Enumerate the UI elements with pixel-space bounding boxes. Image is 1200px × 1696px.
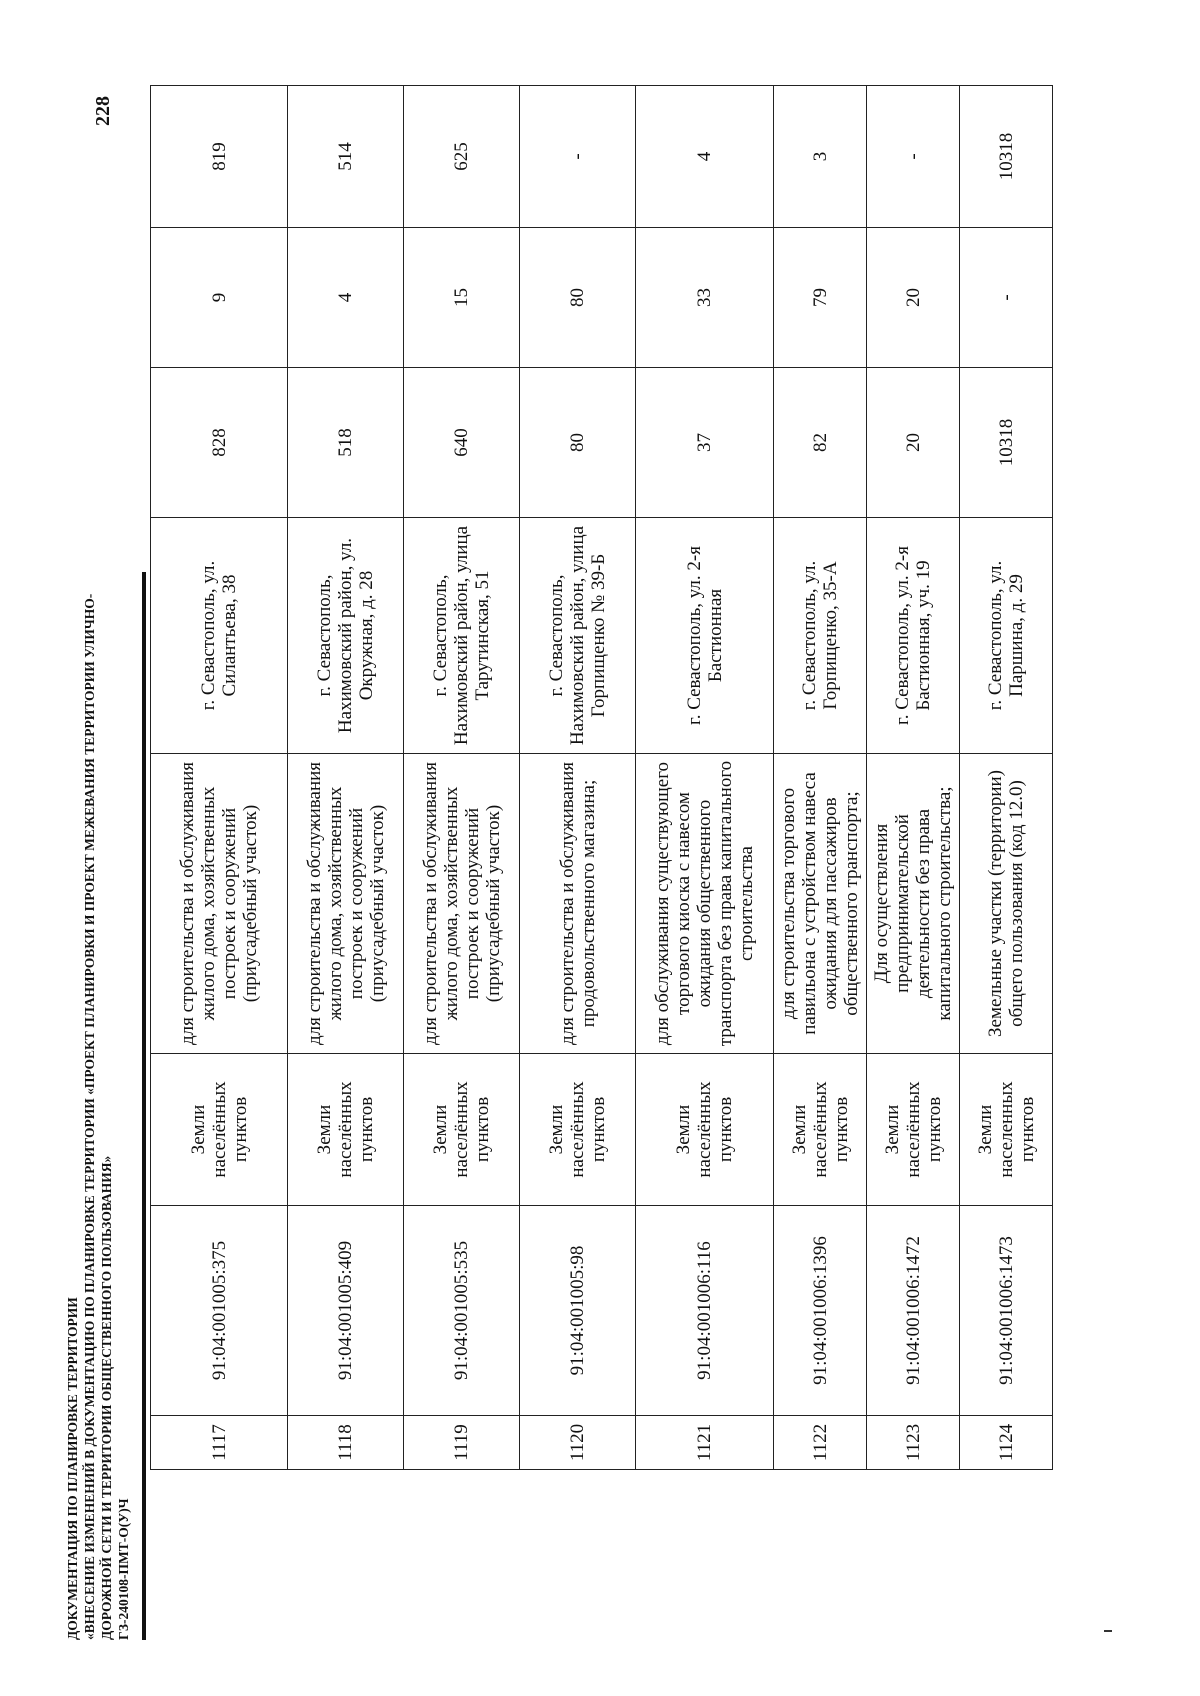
address-cell: г. Севастополь, ул. Горпищенко, 35-А [774,518,867,754]
cadastral-number-cell: 91:04:001006:1473 [960,1206,1053,1416]
cadastral-number-cell: 91:04:001005:375 [151,1206,288,1416]
header-rule [142,572,146,1640]
address-cell: г. Севастополь, ул. 2-я Бастионная [636,518,774,754]
area-cell: 82 [774,368,867,518]
remaining-area-cell: 4 [636,86,774,228]
permitted-use-cell: для строительства торгового павильона с устройством навеса ожидания для пассажиров общественного транспорта; [774,754,867,1054]
area-cell: 828 [151,368,288,518]
area-difference-cell: 33 [636,228,774,368]
area-difference-cell: 79 [774,228,867,368]
remaining-area-cell: 10318 [960,86,1053,228]
land-category-cell: Земли населённых пунктов [151,1054,288,1206]
row-number-cell: 1119 [404,1416,520,1470]
remaining-area-cell: 625 [404,86,520,228]
area-cell: 10318 [960,368,1053,518]
land-plots-table [150,85,1053,1470]
table-row [960,86,1053,1470]
area-cell: 20 [867,368,960,518]
permitted-use-cell: для строительства и обслуживания жилого дома, хозяйственных построек и сооружений (приусадебный участок) [404,754,520,1054]
cadastral-number-cell: 91:04:001006:1396 [774,1206,867,1416]
remaining-area-cell: - [520,86,636,228]
permitted-use-cell: Для осуществления предпринимательской деятельности без права капитального строительства; [867,754,960,1054]
permitted-use-cell: для обслуживания существующего торгового киоска с навесом ожидания общественного транспорта без права капитального строительства [636,754,774,1054]
header-line-2: «ВНЕСЕНИЕ ИЗМЕНЕНИЙ В ДОКУМЕНТАЦИЮ ПО ПЛАНИРОВКЕ ТЕРРИТОРИИ «ПРОЕКТ ПЛАНИРОВКИ И ПРОЕКТ МЕЖЕВАНИЯ ТЕРРИТОРИИ УЛИЧНО- [82,593,97,1640]
header-line-1: ДОКУМЕНТАЦИЯ ПО ПЛАНИРОВКЕ ТЕРРИТОРИИ [65,1297,80,1640]
table-row [636,86,774,1470]
address-cell: г. Севастополь, Нахимовский район, улица Тарутинская, 51 [404,518,520,754]
cadastral-number-cell: 91:04:001006:1472 [867,1206,960,1416]
land-category-cell: Земли населённых пунктов [520,1054,636,1206]
cadastral-number-cell: 91:04:001005:535 [404,1206,520,1416]
area-difference-cell: 9 [151,228,288,368]
area-cell: 640 [404,368,520,518]
table-row [288,86,404,1470]
remaining-area-cell: 514 [288,86,404,228]
table-row [520,86,636,1470]
permitted-use-cell: Земельные участки (территории) общего пользования (код 12.0) [960,754,1053,1054]
area-cell: 518 [288,368,404,518]
cadastral-number-cell: 91:04:001005:409 [288,1206,404,1416]
area-difference-cell: 20 [867,228,960,368]
land-category-cell: Земли населённых пунктов [288,1054,404,1206]
permitted-use-cell: для строительства и обслуживания продовольственного магазина; [520,754,636,1054]
row-number-cell: 1120 [520,1416,636,1470]
land-category-cell: Земли населённых пунктов [867,1054,960,1206]
document-header [64,390,132,1640]
address-cell: г. Севастополь, ул. 2-я Бастионная, уч. 19 [867,518,960,754]
remaining-area-cell: - [867,86,960,228]
row-number-cell: 1122 [774,1416,867,1470]
header-line-4: ГЗ-240108-ПМТ-О(У)Ч [116,1498,131,1640]
address-cell: г. Севастополь, ул. Паршина, д. 29 [960,518,1053,754]
address-cell: г. Севастополь, Нахимовский район, улица Горпищенко № 39-Б [520,518,636,754]
land-category-cell: Земли населенных пунктов [960,1054,1053,1206]
remaining-area-cell: 819 [151,86,288,228]
table-row [151,86,288,1470]
address-cell: г. Севастополь, ул. Силантьева, 38 [151,518,288,754]
permitted-use-cell: для строительства и обслуживания жилого дома, хозяйственных построек и сооружений (приусадебный участок) [288,754,404,1054]
land-category-cell: Земли населённых пунктов [774,1054,867,1206]
area-difference-cell: - [960,228,1053,368]
table-row [774,86,867,1470]
land-category-cell: Земли населённых пунктов [636,1054,774,1206]
cadastral-number-cell: 91:04:001005:98 [520,1206,636,1416]
scan-mark [1104,1630,1112,1632]
area-difference-cell: 15 [404,228,520,368]
row-number-cell: 1121 [636,1416,774,1470]
table-row [867,86,960,1470]
page-number: 228 [92,96,114,126]
area-difference-cell: 80 [520,228,636,368]
row-number-cell: 1118 [288,1416,404,1470]
row-number-cell: 1124 [960,1416,1053,1470]
area-difference-cell: 4 [288,228,404,368]
row-number-cell: 1123 [867,1416,960,1470]
table-row [404,86,520,1470]
area-cell: 80 [520,368,636,518]
header-line-3: ДОРОЖНОЙ СЕТИ И ТЕРРИТОРИИ ОБЩЕСТВЕННОГО ПОЛЬЗОВАНИЯ» [99,1155,114,1640]
cadastral-number-cell: 91:04:001006:116 [636,1206,774,1416]
remaining-area-cell: 3 [774,86,867,228]
row-number-cell: 1117 [151,1416,288,1470]
land-category-cell: Земли населённых пунктов [404,1054,520,1206]
address-cell: г. Севастополь, Нахимовский район, ул. Окружная, д. 28 [288,518,404,754]
area-cell: 37 [636,368,774,518]
permitted-use-cell: для строительства и обслуживания жилого дома, хозяйственных построек и сооружений (приусадебный участок) [151,754,288,1054]
